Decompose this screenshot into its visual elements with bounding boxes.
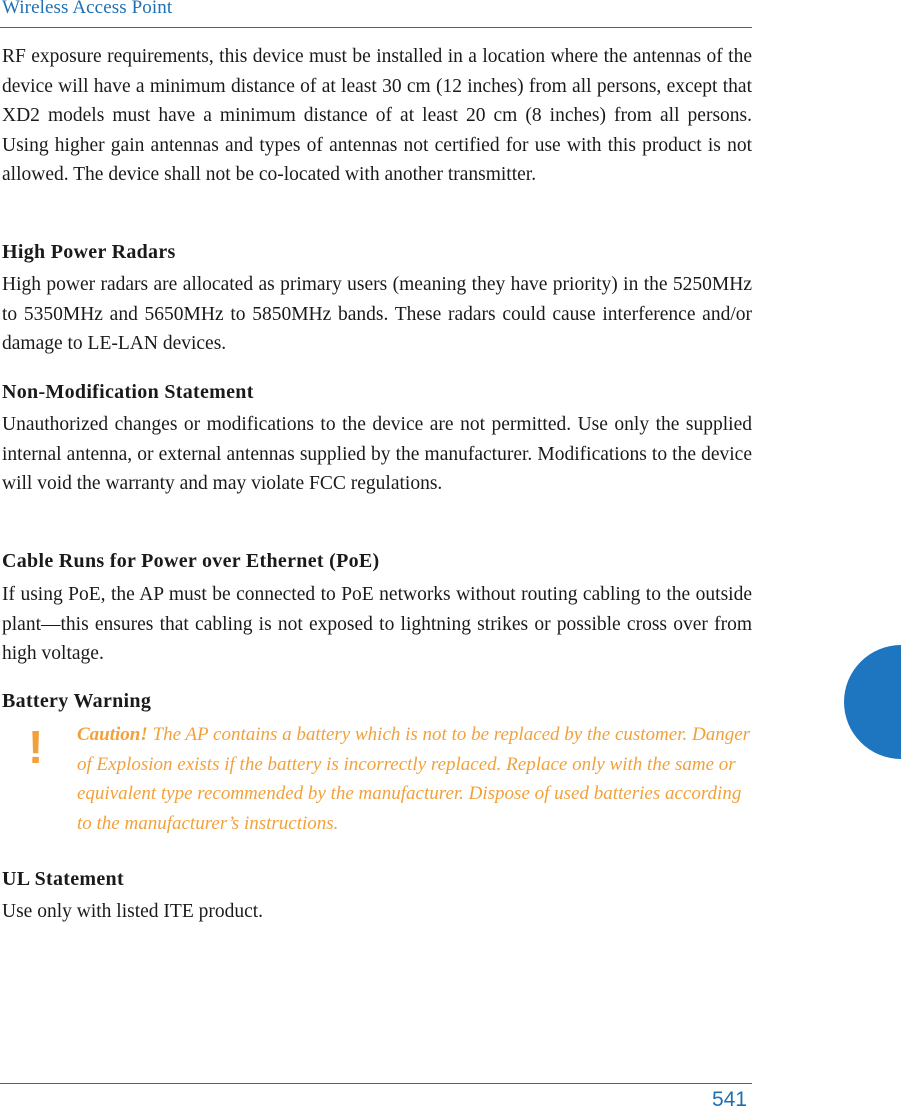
header-divider	[0, 27, 752, 28]
intro-paragraph: RF exposure requirements, this device must be installed in a location where the antennas of the device will have a minimum distance of at least 30 cm (12 inches) from all persons, except that XD2 models must have a minimum distance of at least 20 cm (8 inches) from all persons. Using higher gain antennas and types of antennas not certified for use with this product is not allowed. The device shall not be co-located with another transmitter.	[2, 46, 752, 185]
caution-label: Caution!	[77, 724, 148, 745]
heading-ul-statement: UL Statement	[2, 868, 124, 890]
paragraph-cable-runs: If using PoE, the AP must be connected to PoE networks without routing cabling to the outside plant—this ensures that cabling is not exposed to lightning strikes or possible cross over from high voltage.	[2, 584, 752, 664]
heading-non-modification: Non-Modification Statement	[2, 381, 254, 403]
heading-battery-warning: Battery Warning	[2, 690, 152, 712]
chapter-side-tab	[844, 645, 901, 759]
paragraph-high-power-radars: High power radars are allocated as primary users (meaning they have priority) in the 5250MHz to 5350MHz and 5650MHz to 5850MHz bands. These radars could cause interference and/or damage to LE-LAN devices.	[2, 274, 752, 354]
heading-high-power-radars: High Power Radars	[2, 241, 176, 263]
caution-body: The AP contains a battery which is not to be replaced by the customer. Danger of Explosion exists if the battery is incorrectly replaced. Replace only with the same or equivalent type recommended by the manufacturer. Dispose of used batteries according to the manufacturer’s instructions.	[77, 724, 751, 834]
caution-exclamation-icon: !	[28, 721, 44, 773]
paragraph-non-modification: Unauthorized changes or modifications to the device are not permitted. Use only the supplied internal antenna, or external antennas supplied by the manufacturer. Modifications to the device will void the warranty and may violate FCC regulations.	[2, 414, 752, 494]
page-number: 541	[711, 1088, 747, 1111]
heading-cable-runs: Cable Runs for Power over Ethernet (PoE)	[2, 550, 380, 572]
paragraph-ul-statement: Use only with listed ITE product.	[2, 901, 264, 922]
page-header-title: Wireless Access Point	[2, 0, 173, 18]
footer-divider	[0, 1083, 752, 1084]
caution-note	[77, 720, 753, 838]
